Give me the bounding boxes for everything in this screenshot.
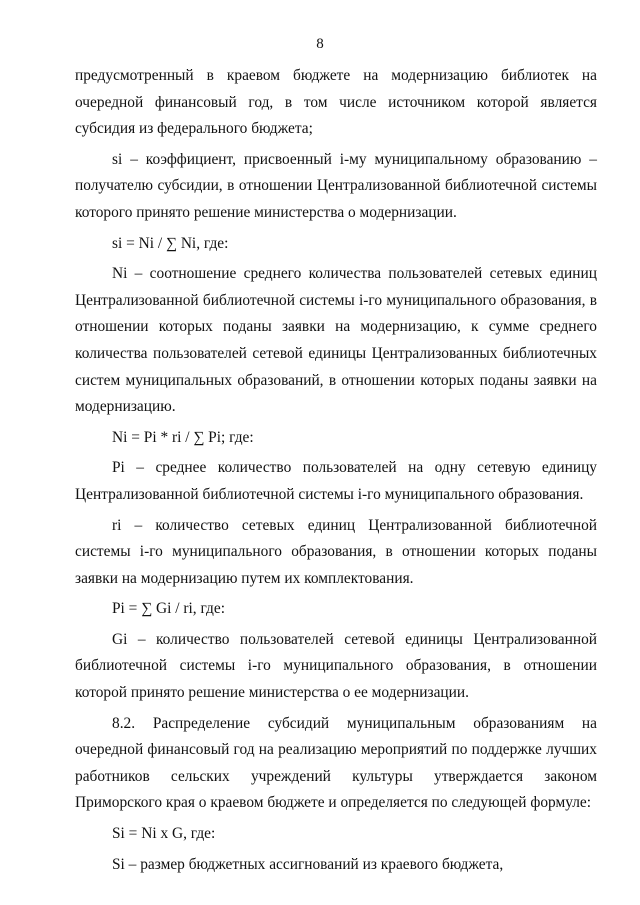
paragraph-si-capital-definition: Si – размер бюджетных ассигнований из краевого бюджета, [112, 855, 504, 873]
paragraph-pi-definition: Pi – среднее количество пользователей на одну сетевую единицу Централизованной библиотечной системы i-го муниципального образования. [75, 459, 597, 503]
document-body [75, 63, 597, 882]
paragraph-section-8-2: 8.2. Распределение субсидий муниципальным образованиям на очередной финансовый год на реализацию мероприятий по поддержке лучших работников сельских учреждений культуры утверждается законом Приморского края о краевом бюджете и определяется по следующей формуле: [75, 714, 597, 812]
formula-si: si = Ni / ∑ Ni, где: [112, 234, 229, 252]
paragraph-gi-definition: Gi – количество пользователей сетевой единицы Централизованной библиотечной системы i-го муниципального образования, в отношении которой принято решение министерства о ее модернизации. [75, 630, 597, 702]
formula-si-capital: Si = Ni х G, где: [112, 825, 216, 843]
paragraph-ri-definition: ri – количество сетевых единиц Централизованной библиотечной системы i-го муниципального образования, в отношении которых поданы заявки на модернизацию путем их комплектования. [75, 516, 597, 587]
formula-pi: Pi = ∑ Gi / ri, где: [112, 600, 225, 618]
page-number: 8 [316, 36, 324, 52]
paragraph-ni-definition: Ni – соотношение среднего количества пользователей сетевых единиц Централизованной библиотечной системы i-го муниципального образования, в отношении которых поданы заявки на модернизацию, к сумме среднего количества пользователей сетевой единицы Централизованных библиотечных систем муниципальных образований, в отношении которых поданы заявки на модернизацию. [75, 265, 597, 416]
paragraph-continuation: предусмотренный в краевом бюджете на модернизацию библиотек на очередной финансовый год, в том числе источником которой является субсидия из федерального бюджета; [75, 67, 597, 138]
paragraph-si-definition: si – коэффициент, присвоенный i-му муниципальному образованию – получателю субсидии, в отношении Централизованной библиотечной системы которого принято решение министерства о модернизации. [75, 150, 597, 221]
formula-ni: Ni = Pi * ri / ∑ Pi; где: [112, 428, 254, 446]
